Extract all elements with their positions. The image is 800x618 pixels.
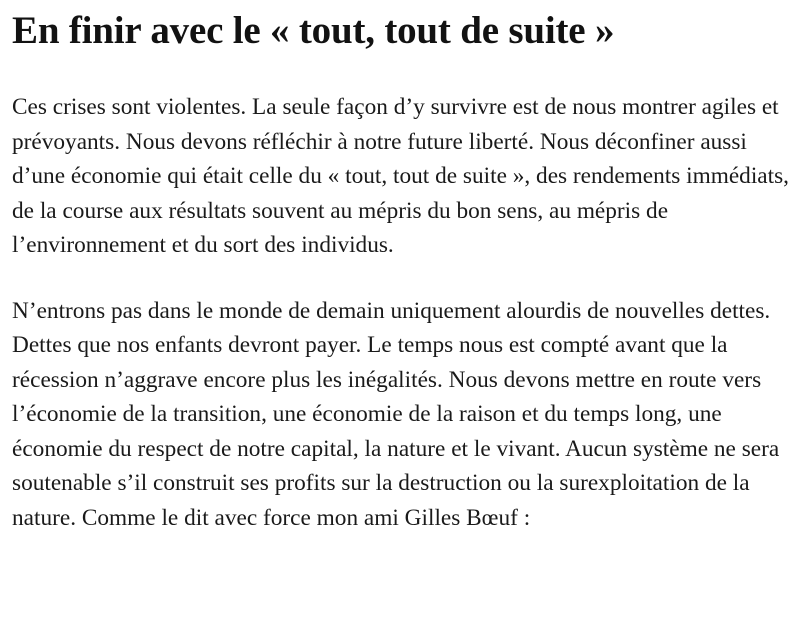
article xyxy=(12,0,794,535)
article-paragraph-2: N’entrons pas dans le monde de demain uniquement alourdis de nouvelles dettes. Dettes que nos enfants devront payer. Le temps nous est compté avant que la récession n’aggrave encore plus les inégalités. Nous devons mettre en route vers l’économie de la transition, une économie de la raison et du temps long, une économie du respect de notre capital, la nature et le vivant. Aucun système ne sera soutenable s’il construit ses profits sur la destruction ou la surexploitation de la nature. Comme le dit avec force mon ami Gilles Bœuf : xyxy=(12,297,780,531)
article-title: En finir avec le « tout, tout de suite » xyxy=(12,9,615,52)
article-paragraph-1: Ces crises sont violentes. La seule façon d’y survivre est de nous montrer agiles et prévoyants. Nous devons réfléchir à notre future liberté. Nous déconfiner aussi d’une économie qui était celle du « tout, tout de suite », des rendements immédiats, de la course aux résultats souvent au mépris du bon sens, au mépris de l’environnement et du sort des individus. xyxy=(12,94,790,258)
